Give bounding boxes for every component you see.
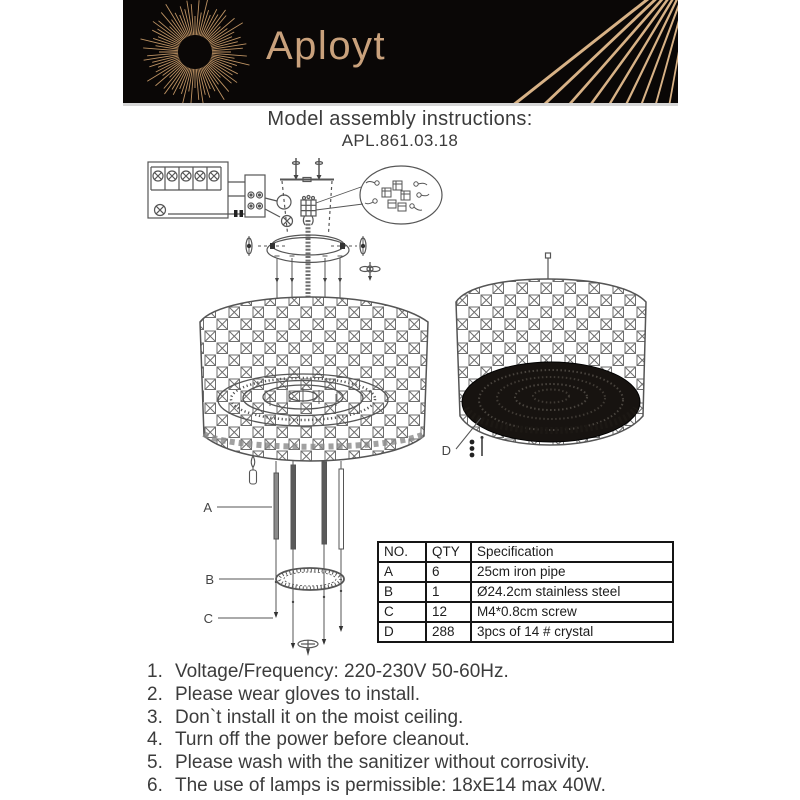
cell-qty: 6 [426,562,471,582]
wiring-diagram [148,162,293,227]
mounting-screw-icon [316,158,323,180]
cell-no: C [378,602,426,622]
part-label-b: B [205,572,214,587]
list-item [147,661,707,684]
cell-no: A [378,562,426,582]
part-label-a: A [203,500,212,515]
part-label-d: D [441,443,451,458]
col-header-no: NO. [378,542,426,562]
mounting-screw-icon [293,158,300,180]
part-label-c: C [203,611,213,626]
item-number: 3. [147,706,163,728]
cell-spec: 3pcs of 14 # crystal [471,622,673,642]
cell-spec: 25cm iron pipe [471,562,673,582]
item-text: The use of lamps is permissible: 18xE14 max 40W. [175,774,606,796]
candle-bulb-icon [250,456,257,484]
table-header-row [378,542,673,562]
list-item [147,752,707,775]
cell-no: B [378,582,426,602]
page-title: Model assembly instructions: [267,108,533,130]
item-number: 1. [147,661,163,682]
item-text: Don`t install it on the moist ceiling. [175,706,464,728]
col-header-spec: Specification [471,542,673,562]
list-item [147,775,707,798]
item-number: 6. [147,774,163,796]
toggle-bolt-icon [360,236,366,256]
wing-screw-icon [360,262,380,281]
screw-icon [298,640,318,656]
table-row [378,602,673,622]
canopy [246,220,380,298]
table-row [378,582,673,602]
cell-qty: 12 [426,602,471,622]
cell-qty: 288 [426,622,471,642]
cell-qty: 1 [426,582,471,602]
table-row [378,562,673,582]
lamp-symbols [153,171,219,216]
item-number: 4. [147,729,163,751]
brand-banner [123,0,678,103]
terminal-strip [245,175,265,217]
wire-nut-icon [277,195,291,209]
item-text: Turn off the power before cleanout. [175,729,470,751]
bead-string-icon [470,436,484,457]
item-number: 2. [147,683,163,705]
col-header-qty: QTY [426,542,471,562]
parts-table [377,541,674,643]
item-text: Please wear gloves to install. [175,683,421,705]
steel-ring [276,568,344,590]
cell-spec: M4*0.8cm screw [471,602,673,622]
list-item [147,684,707,707]
assembled-chandelier [442,253,646,458]
toggle-bolt-icon [246,236,252,256]
magnifier-detail [360,166,442,224]
brand-wordmark: Aployt [266,24,387,68]
instruction-list [147,661,707,798]
model-number: APL.861.03.18 [341,131,459,150]
crystal-bottom [462,362,640,442]
cell-no: D [378,622,426,642]
list-item [147,707,707,730]
item-text: Voltage/Frequency: 220-230V 50-60Hz. [175,661,509,682]
list-item [147,729,707,752]
item-text: Please wash with the sanitizer without corrosivity. [175,752,590,774]
table-row [378,622,673,642]
banner-art [123,0,678,103]
item-number: 5. [147,752,163,774]
cell-spec: Ø24.2cm stainless steel [471,582,673,602]
